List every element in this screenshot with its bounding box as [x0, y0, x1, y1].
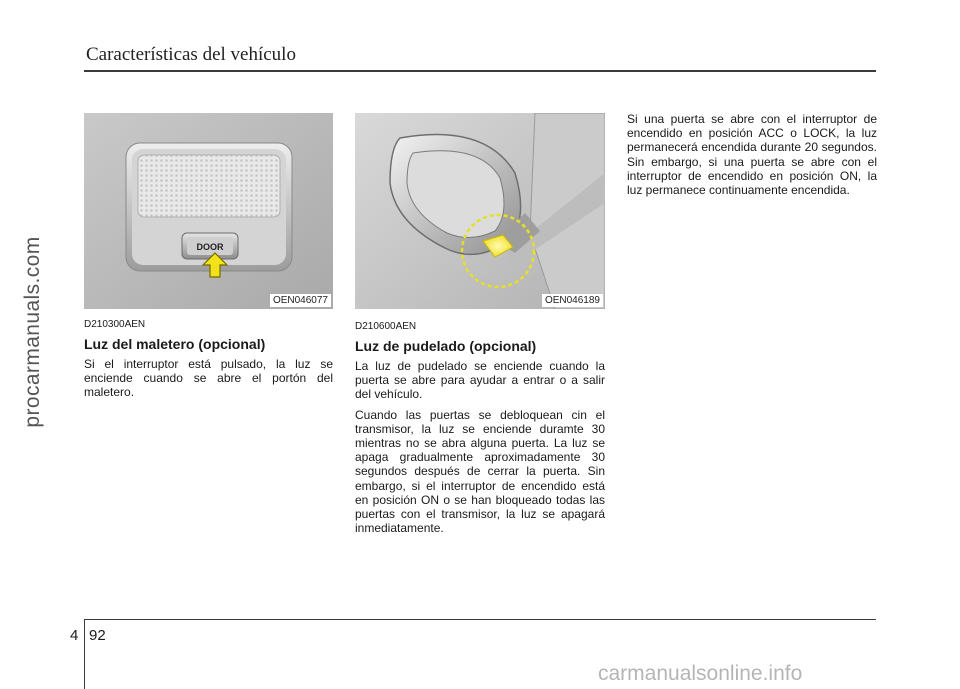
right-paragraph-1: Si una puerta se abre con el interruptor de encendido en posición ACC o LOCK, la luz permanecerá encendida durante 20 segundos. Sin embargo, si una puerta se abre con el interruptor de encendido en posición ON, la luz permanece continuamente encendida.	[627, 112, 877, 198]
bottom-watermark: carmanualsonline.info	[598, 662, 803, 685]
section-code-trunk: D210300AEN	[84, 319, 146, 330]
footer-rule	[84, 619, 876, 620]
page-header-title: Características del vehículo	[86, 44, 296, 65]
header-rule	[84, 70, 876, 72]
figure-code-left: OEN046077	[270, 294, 331, 307]
trunk-light-section	[84, 318, 333, 406]
page-number: 92	[89, 627, 106, 644]
footer-vertical-line	[84, 619, 85, 689]
trunk-light-figure	[84, 113, 333, 309]
figure-code-middle: OEN046189	[542, 294, 603, 307]
puddle-paragraph-2: Cuando las puertas se debloquean cin el transmisor, la luz se enciende duramte 30 mientras no se abra alguna puerta. La luz se apaga gradualmente aproximadamente 30 segundos después de cerrar la puerta. Sin embargo, si el interruptor de encendido está en posición ON o se han bloqueado todas las puertas con el transmisor, la luz se apagará inmediatamente.	[355, 407, 605, 536]
puddle-paragraph-1: La luz de pudelado se enciende cuando la puerta se abre para ayudar a entrar o a salir del vehículo.	[355, 359, 605, 402]
section-code-puddle: D210600AEN	[355, 321, 417, 332]
puddle-light-figure	[355, 113, 605, 309]
right-column-text	[627, 112, 877, 203]
mirror-illustration	[355, 113, 605, 309]
trunk-light-illustration	[84, 113, 333, 309]
door-button-label: DOOR	[196, 242, 224, 252]
chapter-number: 4	[70, 627, 79, 644]
side-watermark: procarmanuals.com	[21, 236, 44, 428]
puddle-light-section	[355, 320, 605, 541]
section-title-puddle: Luz de pudelado (opcional)	[355, 338, 537, 354]
trunk-paragraph-1: Si el interruptor está pulsado, la luz se enciende cuando se abre el portón del maletero.	[84, 357, 333, 400]
section-title-trunk: Luz del maletero (opcional)	[84, 336, 266, 352]
